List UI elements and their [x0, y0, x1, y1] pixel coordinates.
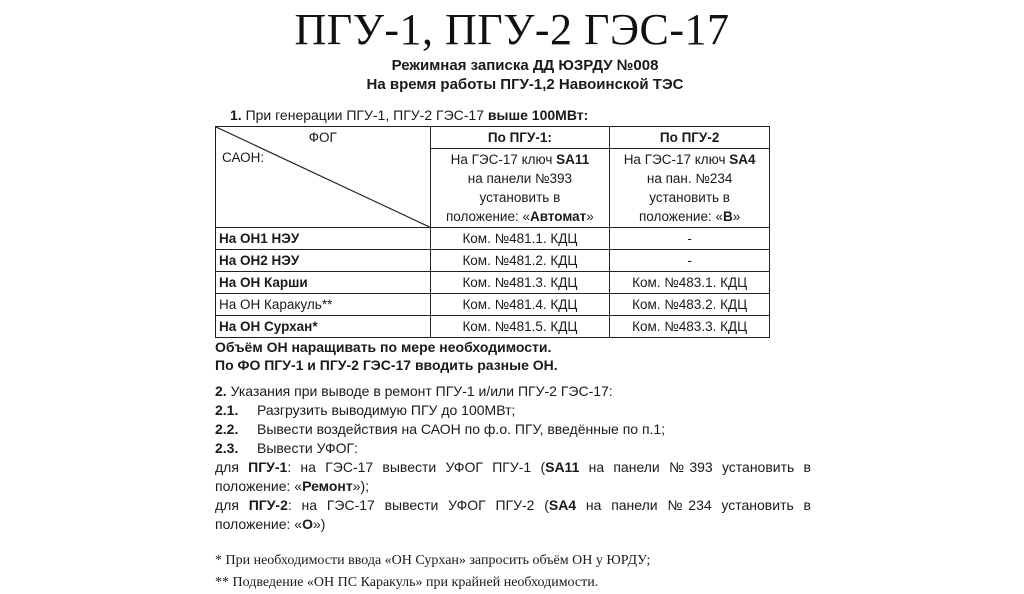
table-row	[216, 294, 770, 316]
col-header-pgu1: По ПГУ-1:	[430, 127, 610, 149]
section-1-number: 1.	[230, 107, 242, 123]
list-item	[215, 401, 840, 420]
note-line-1: Объём ОН наращивать по мере необходимости.	[215, 339, 552, 355]
section-1-heading	[230, 106, 840, 124]
row-cmd-pgu1: Ком. №481.4. КДЦ	[430, 294, 610, 316]
section-2-title: Указания при выводе в ремонт ПГУ-1 и/или ПГУ-2 ГЭС-17:	[230, 383, 613, 399]
row-label: На ОН2 НЭУ	[216, 250, 431, 272]
row-cmd-pgu2: Ком. №483.3. КДЦ	[610, 316, 770, 338]
row-label: На ОН Сурхан*	[216, 316, 431, 338]
mode-avtomat: Автомат	[529, 209, 587, 224]
footnote-2: ** Подведение «ОН ПС Каракуль» при крайней необходимости.	[215, 575, 599, 590]
header-line-1: Режимная записка ДД ЮЗРДУ №008	[391, 57, 659, 74]
col-header-pgu2: По ПГУ-2	[610, 127, 770, 149]
item-text: Разгрузить выводимую ПГУ до 100МВт;	[257, 402, 516, 418]
commands-table	[215, 126, 770, 338]
section-1-bold: выше 100МВт:	[487, 107, 589, 123]
table-row	[216, 272, 770, 294]
list-item	[215, 420, 840, 439]
table-row	[216, 316, 770, 338]
row-cmd-pgu2: Ком. №483.2. КДЦ	[610, 294, 770, 316]
row-label: На ОН Каракуль**	[216, 294, 431, 316]
mode-v: В	[722, 209, 733, 224]
section-2	[215, 382, 840, 534]
volume-notes	[215, 338, 840, 374]
item-number: 2.3.	[215, 440, 239, 456]
pgu2-instruction: для ПГУ-2: на ГЭС-17 вывести УФОГ ПГУ-2 (SA4 на панели №234 установить в	[215, 497, 811, 513]
diagonal-header-cell	[216, 127, 431, 228]
header-line-2: На время работы ПГУ-1,2 Навоинской ТЭС	[366, 76, 684, 93]
section-2-number: 2.	[215, 383, 227, 399]
item-number: 2.1.	[215, 402, 239, 418]
key-sa4: SA4	[729, 152, 756, 167]
section-2-heading	[215, 382, 840, 401]
row-cmd-pgu2: -	[610, 250, 770, 272]
pgu1-instruction: для ПГУ-1: на ГЭС-17 вывести УФОГ ПГУ-1 (SA11 на панели №393 установить в	[215, 459, 811, 475]
footnote-1: * При необходимости ввода «ОН Сурхан» запросить объём ОН у ЮРДУ;	[215, 553, 651, 568]
saon-label: САОН:	[222, 150, 265, 165]
row-cmd-pgu1: Ком. №481.2. КДЦ	[430, 250, 610, 272]
document-header	[210, 56, 840, 94]
pgu1-instruction-cont: положение: «Ремонт»);	[215, 478, 370, 494]
pgu2-key-instruction: На ГЭС-17 ключ SA4 на пан. №234 установить в положение: «В»	[610, 149, 770, 228]
item-text: Вывести воздействия на САОН по ф.о. ПГУ, введённые по п.1;	[257, 421, 666, 437]
pgu2-mode: О	[302, 516, 313, 532]
pgu1-key-instruction: На ГЭС-17 ключ SA11 на панели №393 установить в положение: «Автомат»	[430, 149, 610, 228]
regime-note-document	[200, 56, 840, 594]
pgu2-label: ПГУ-2	[248, 497, 288, 513]
row-label: На ОН Карши	[216, 272, 431, 294]
row-cmd-pgu2: Ком. №483.1. КДЦ	[610, 272, 770, 294]
pgu1-mode: Ремонт	[302, 478, 353, 494]
note-line-2: По ФО ПГУ-1 и ПГУ-2 ГЭС-17 вводить разные ОН.	[215, 357, 558, 373]
pgu2-instruction-cont: положение: «О»)	[215, 516, 326, 532]
row-cmd-pgu2: -	[610, 228, 770, 250]
row-cmd-pgu1: Ком. №481.3. КДЦ	[430, 272, 610, 294]
slide-title: ПГУ-1, ПГУ-2 ГЭС-17	[294, 5, 730, 54]
pgu1-key: SA11	[545, 459, 580, 475]
section-1-text: При генерации ПГУ-1, ПГУ-2 ГЭС-17	[245, 107, 484, 123]
item-number: 2.2.	[215, 421, 239, 437]
row-label: На ОН1 НЭУ	[216, 228, 431, 250]
list-item	[215, 439, 840, 458]
table-row	[216, 250, 770, 272]
item-text: Вывести УФОГ:	[257, 440, 359, 456]
row-cmd-pgu1: Ком. №481.1. КДЦ	[430, 228, 610, 250]
table-row	[216, 228, 770, 250]
pgu2-key: SA4	[548, 497, 577, 513]
footnotes	[215, 550, 840, 594]
pgu1-label: ПГУ-1	[248, 459, 288, 475]
row-cmd-pgu1: Ком. №481.5. КДЦ	[430, 316, 610, 338]
key-sa11: SA11	[556, 152, 590, 167]
fog-label: ФОГ	[308, 130, 337, 145]
